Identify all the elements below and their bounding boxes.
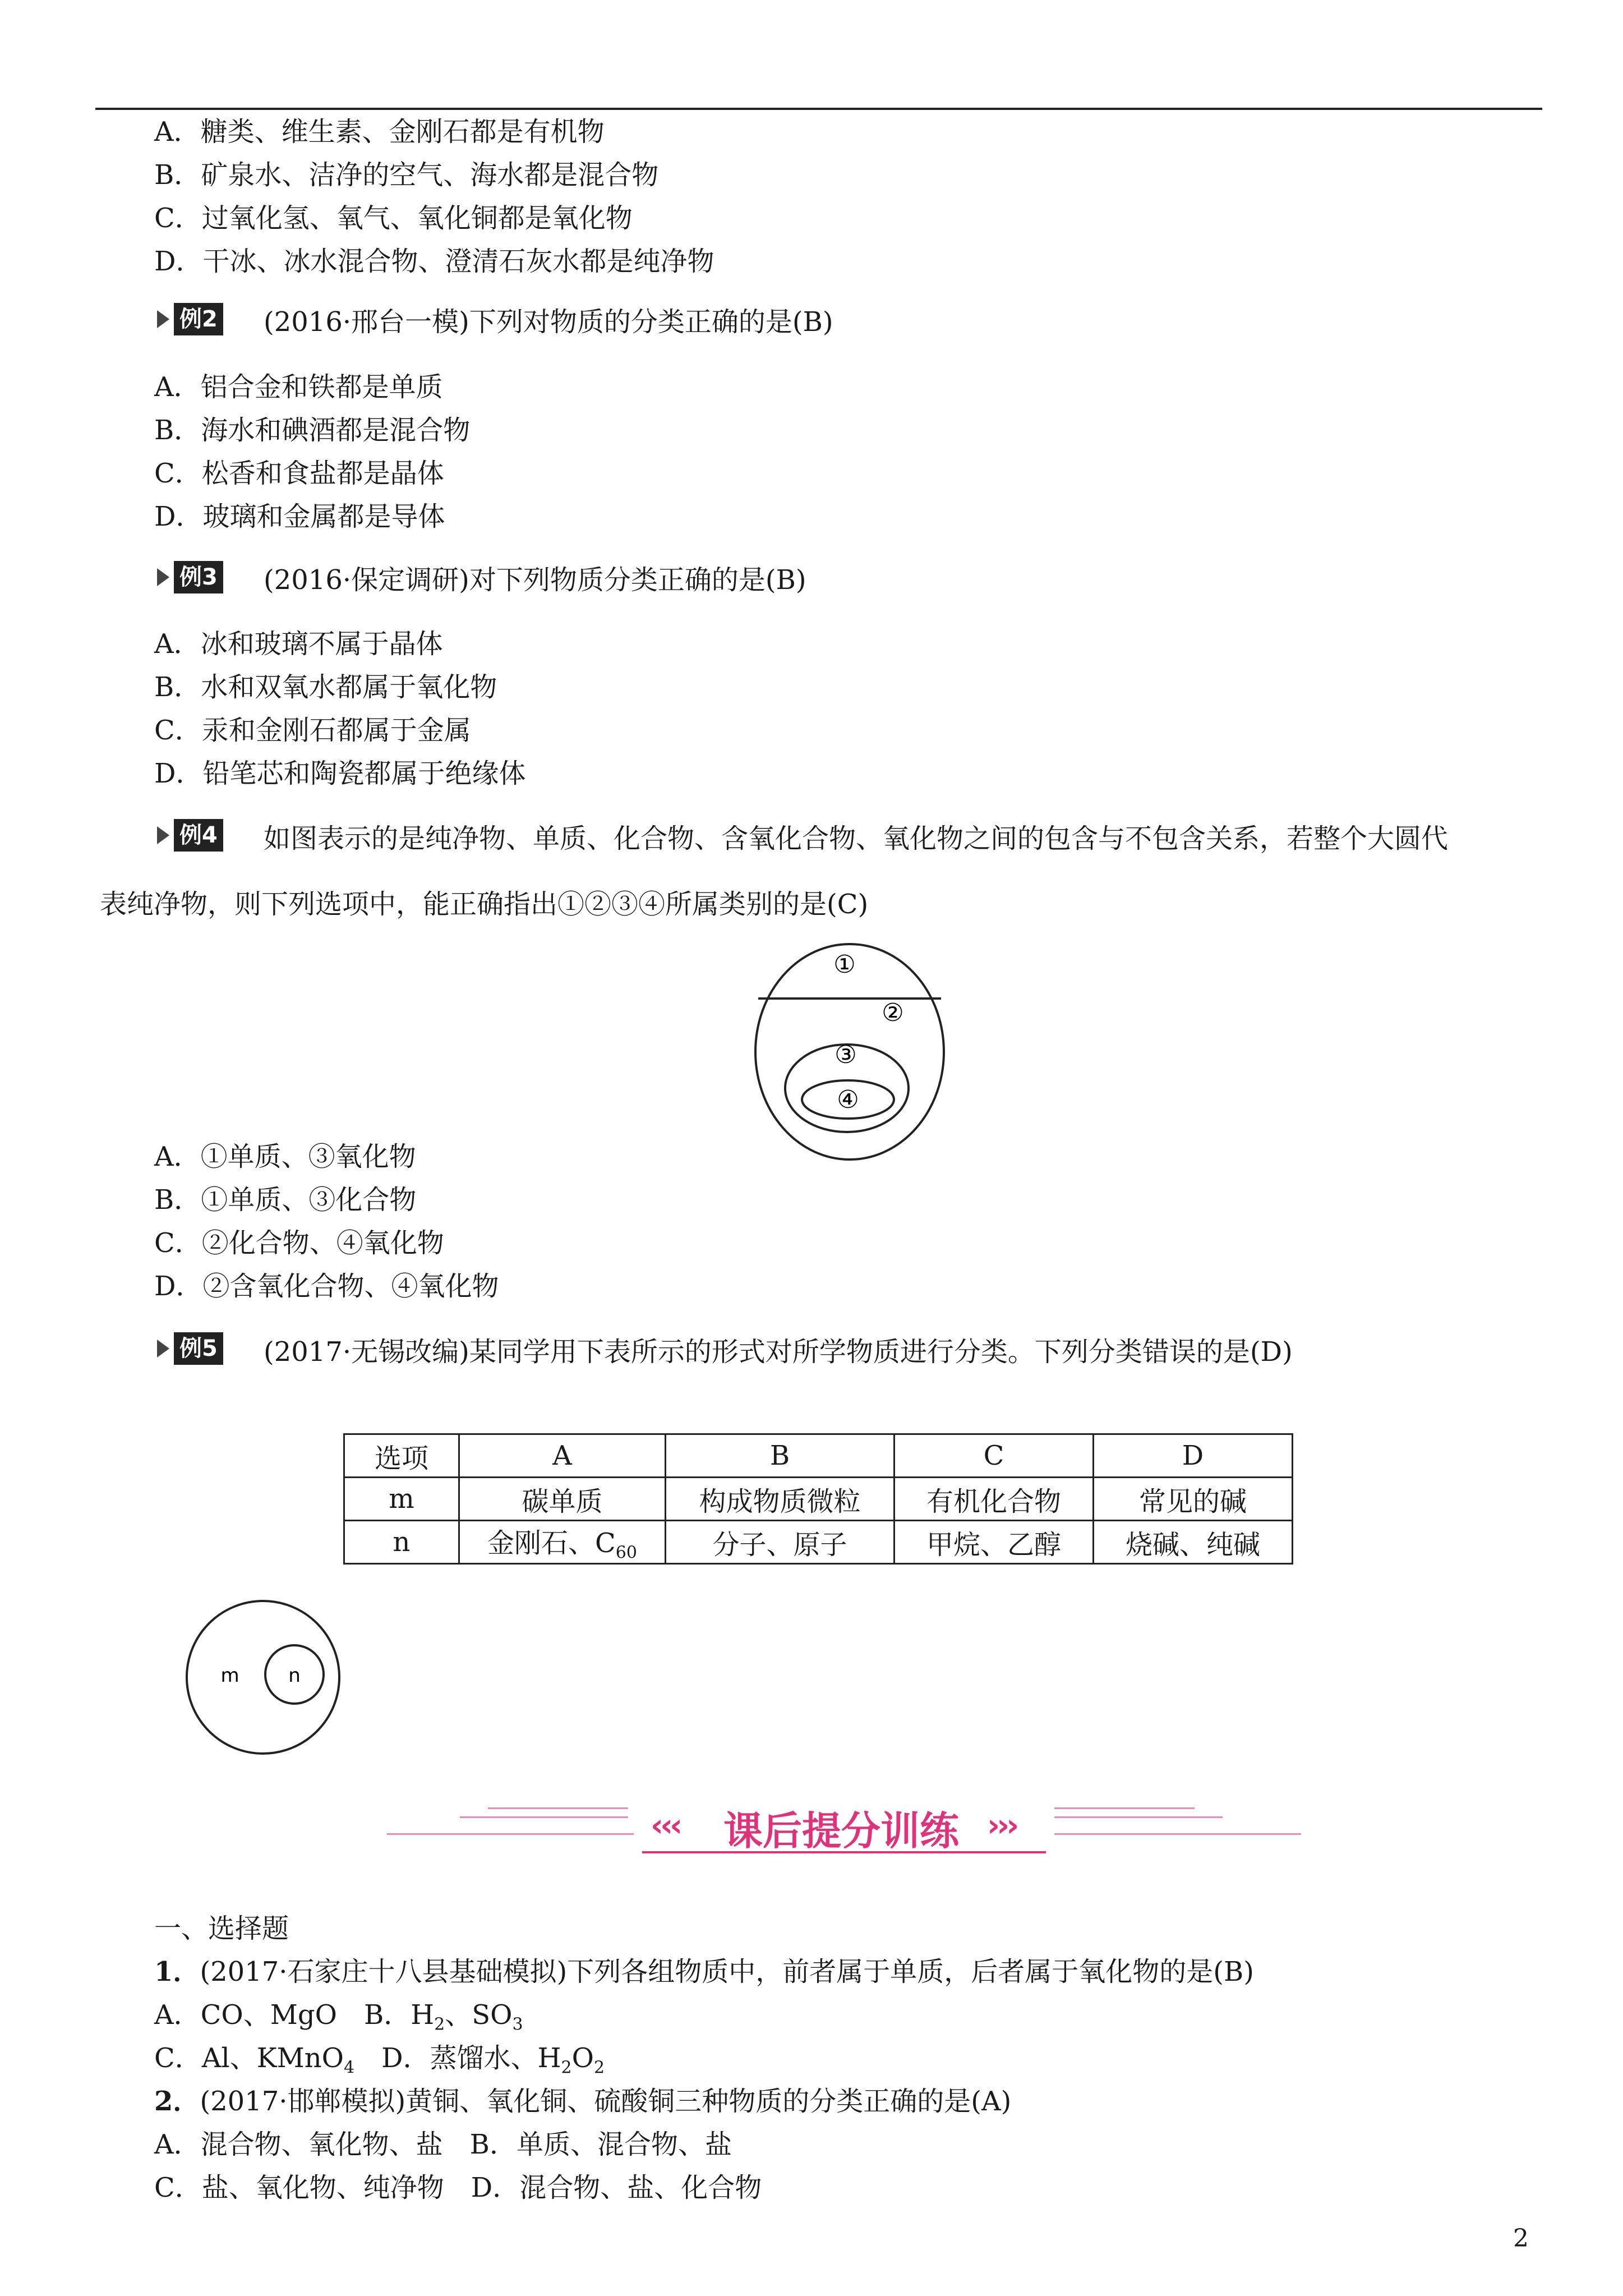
banner-rule-left-bottom — [387, 1833, 634, 1835]
question-2-stem — [154, 2085, 1011, 2118]
diagram-label-2: ② — [882, 999, 904, 1027]
table-cell: 烧碱、纯碱 — [1094, 1521, 1293, 1564]
diagram-label-1: ① — [833, 950, 856, 979]
table-cell: 构成物质微粒 — [666, 1478, 895, 1521]
example-5-label: 例5 — [174, 1332, 223, 1365]
table-cell: n — [344, 1521, 459, 1564]
table-cell: 甲烷、乙醇 — [895, 1521, 1094, 1564]
chevrons-right-icon: ››› — [987, 1807, 1016, 1844]
banner-rule-right-bottom — [1054, 1833, 1301, 1835]
table-row — [344, 1521, 1293, 1564]
example-4-option-a: A．①单质、③氧化物 — [154, 1141, 416, 1172]
example-3-option-d: D．铅笔芯和陶瓷都属于绝缘体 — [154, 758, 526, 789]
mn-diagram — [182, 1599, 345, 1756]
example-3-badge — [157, 561, 223, 593]
formula-sub: 4 — [344, 2058, 355, 2078]
example-3-option-b: B．水和双氧水都属于氧化物 — [154, 671, 497, 703]
banner-title: 课后提分训练 — [723, 1808, 959, 1854]
label-m: m — [220, 1664, 239, 1687]
cell-text: 金刚石、C — [487, 1527, 616, 1559]
table-cell: A — [459, 1434, 666, 1478]
formula-text: 、SO — [445, 1999, 513, 2031]
table-cell: C — [895, 1434, 1094, 1478]
question-2-options-cd: C．盐、氧化物、纯净物 D．混合物、盐、化合物 — [154, 2172, 762, 2203]
formula-sub: 2 — [593, 2058, 605, 2078]
table-cell: 常见的碱 — [1094, 1478, 1293, 1521]
table-cell: m — [344, 1478, 459, 1521]
q1-option-d: D．干冰、冰水混合物、澄清石灰水都是纯净物 — [154, 246, 714, 277]
formula-text: C．Al、KMnO — [154, 2042, 344, 2074]
banner-rule-left-mid — [460, 1816, 628, 1818]
play-icon — [157, 568, 169, 586]
label-n: n — [288, 1664, 301, 1687]
table-row — [344, 1478, 1293, 1521]
diagram-label-4: ④ — [837, 1085, 859, 1114]
banner-rule-right-mid — [1054, 1816, 1223, 1818]
outer-circle-m — [187, 1601, 339, 1754]
classification-table — [343, 1433, 1293, 1565]
example-2-option-b: B．海水和碘酒都是混合物 — [154, 415, 471, 446]
q1-option-b: B．矿泉水、洁净的空气、海水都是混合物 — [154, 159, 659, 191]
formula-text: D．蒸馏水、H — [354, 2042, 561, 2074]
formula-sub: 2 — [434, 2014, 445, 2035]
example-2-label: 例2 — [174, 303, 223, 335]
question-2-options-ab: A．混合物、氧化物、盐 B．单质、混合物、盐 — [154, 2129, 732, 2160]
banner-rule-left-top — [488, 1807, 628, 1809]
formula-sub: 2 — [561, 2058, 572, 2078]
page-number: 2 — [1513, 2224, 1529, 2253]
classification-diagram — [746, 937, 953, 1167]
cell-subscript: 60 — [615, 1543, 637, 1563]
table-cell: B — [666, 1434, 895, 1478]
example-3-label: 例3 — [174, 561, 223, 593]
table-cell: 碳单质 — [459, 1478, 666, 1521]
play-icon — [157, 826, 169, 844]
q1-option-c: C．过氧化氢、氧气、氧化铜都是氧化物 — [154, 203, 633, 234]
question-1-stem — [154, 1955, 1254, 1989]
banner-rule-right-top — [1054, 1807, 1195, 1809]
table-cell: 有机化合物 — [895, 1478, 1094, 1521]
table-cell: 分子、原子 — [666, 1521, 895, 1564]
example-2-option-a: A．铝合金和铁都是单质 — [154, 371, 443, 403]
example-4-badge — [157, 819, 223, 852]
example-3-option-c: C．汞和金刚石都属于金属 — [154, 715, 471, 746]
example-4-option-b: B．①单质、③化合物 — [154, 1184, 417, 1216]
example-4-label: 例4 — [174, 819, 223, 852]
question-1-options-ab — [154, 1998, 523, 2042]
example-3-option-a: A．冰和玻璃不属于晶体 — [154, 628, 443, 660]
example-4-option-d: D．②含氧化合物、④氧化物 — [154, 1271, 499, 1302]
example-4-option-c: C．②化合物、④氧化物 — [154, 1227, 444, 1259]
question-text: (2017·石家庄十八县基础模拟)下列各组物质中，前者属于单质，后者属于氧化物的是(B) — [200, 1956, 1255, 1987]
question-1-options-cd — [154, 2041, 605, 2085]
example-2-badge — [157, 303, 223, 335]
diagram-label-3: ③ — [834, 1041, 857, 1069]
example-5-badge — [157, 1332, 223, 1365]
question-text: (2017·邯郸模拟)黄铜、氧化铜、硫酸铜三种物质的分类正确的是(A) — [200, 2086, 1012, 2117]
question-number: 2． — [154, 2086, 200, 2117]
table-cell: D — [1094, 1434, 1293, 1478]
q1-option-a: A．糖类、维生素、金刚石都是有机物 — [154, 116, 605, 148]
play-icon — [157, 1340, 169, 1358]
example-5-stem: (2017·无锡改编)某同学用下表所示的形式对所学物质进行分类。下列分类错误的是(D) — [264, 1336, 1293, 1368]
example-3-stem: (2016·保定调研)对下列物质分类正确的是(B) — [264, 564, 806, 596]
formula-text: O — [571, 2042, 594, 2074]
example-2-option-d: D．玻璃和金属都是导体 — [154, 501, 445, 532]
table-cell: 选项 — [344, 1434, 459, 1478]
section-heading: 一、选择题 — [154, 1913, 289, 1944]
example-4-stem-line1: 如图表示的是纯净物、单质、化合物、含氧化合物、氧化物之间的包含与不包含关系，若整个大圆代 — [264, 823, 1449, 854]
table-row — [344, 1434, 1293, 1478]
example-2-stem: (2016·邢台一模)下列对物质的分类正确的是(B) — [264, 306, 833, 338]
formula-text: A．CO、MgO B．H — [154, 1999, 435, 2031]
table-cell — [459, 1521, 666, 1564]
example-2-option-c: C．松香和食盐都是晶体 — [154, 458, 444, 489]
play-icon — [157, 310, 169, 328]
chevrons-left-icon: ‹‹‹ — [651, 1807, 680, 1844]
question-number: 1． — [154, 1956, 200, 1987]
example-4-stem-line2: 表纯净物，则下列选项中，能正确指出①②③④所属类别的是(C) — [100, 889, 869, 920]
top-rule — [95, 108, 1542, 110]
formula-sub: 3 — [512, 2014, 523, 2035]
